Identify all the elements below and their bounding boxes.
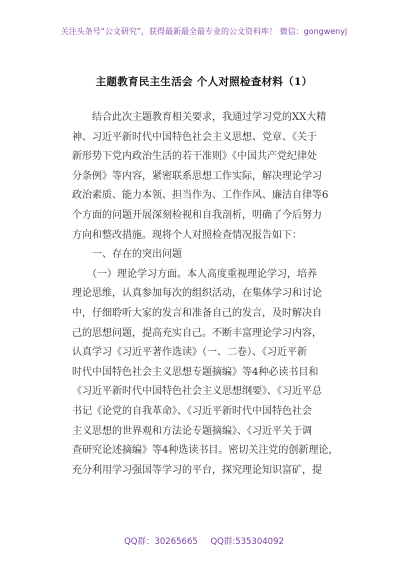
- footer: [0, 535, 408, 547]
- section-heading: 一、存在的突出问题: [72, 249, 182, 261]
- body-line: 己的思想问题，提高充实自己。不断丰富理论学习内容，: [72, 327, 322, 339]
- body-line: 政治素质、能力本领、担当作为、工作作风、廉洁自律等6: [72, 190, 329, 202]
- body-line: 中，仔细聆听大家的发言和准备自己的发言，及时解决自: [72, 307, 322, 319]
- body-line: 查研究论述摘编》等4种选读书目。密切关注党的创新理论，: [72, 445, 339, 457]
- body-line: 充分利用学习强国等学习的平台，探究理论知识富矿，提: [72, 464, 322, 476]
- document-title: 主题教育民主生活会 个人对照检查材料（1）: [95, 76, 313, 88]
- body-line: 个方面的问题开展深刻检视和自我剖析，明确了今后努力: [72, 209, 322, 221]
- body-line: 理论思维，认真参加每次的组织活动，在集体学习和讨论: [72, 288, 322, 300]
- footer-qq-group-2: QQ群:535304092: [210, 537, 284, 547]
- body-line: （一）理论学习方面。本人高度重视理论学习，培养: [72, 268, 317, 280]
- document-body: [72, 108, 350, 480]
- body-line: 方向和整改措施。现将个人对照检查情况报告如下：: [72, 229, 302, 241]
- body-line: 《习近平新时代中国特色社会主义思想纲要》、《习近平总: [72, 386, 322, 398]
- body-line: 神、习近平新时代中国特色社会主义思想、党章、《关于: [72, 131, 317, 143]
- body-line: 结合此次主题教育相关要求，我通过学习党的XX大精: [72, 112, 327, 123]
- body-line: 时代中国特色社会主义思想专题摘编》等4种必读书目和: [72, 366, 319, 378]
- header-banner: 关注头条号“公文研究”，获得最新最全最专业的公文资料库！ 微信：gongwenyj: [60, 27, 348, 36]
- body-line: 认真学习《习近平著作选读》（一、二卷）、《习近平新: [72, 347, 307, 359]
- body-line: 主义思想的世界观和方法论专题摘编》、《习近平关于调: [72, 425, 312, 437]
- footer-qq-group-1: QQ群：30265665: [124, 537, 198, 547]
- body-line: 新形势下党内政治生活的若干准则》《中国共产党纪律处: [72, 151, 317, 163]
- body-line: 分条例》等内容，紧密联系思想工作实际，解决理论学习: [72, 170, 322, 182]
- body-line: 书记《论党的自我革命》、《习近平新时代中国特色社会: [72, 405, 312, 417]
